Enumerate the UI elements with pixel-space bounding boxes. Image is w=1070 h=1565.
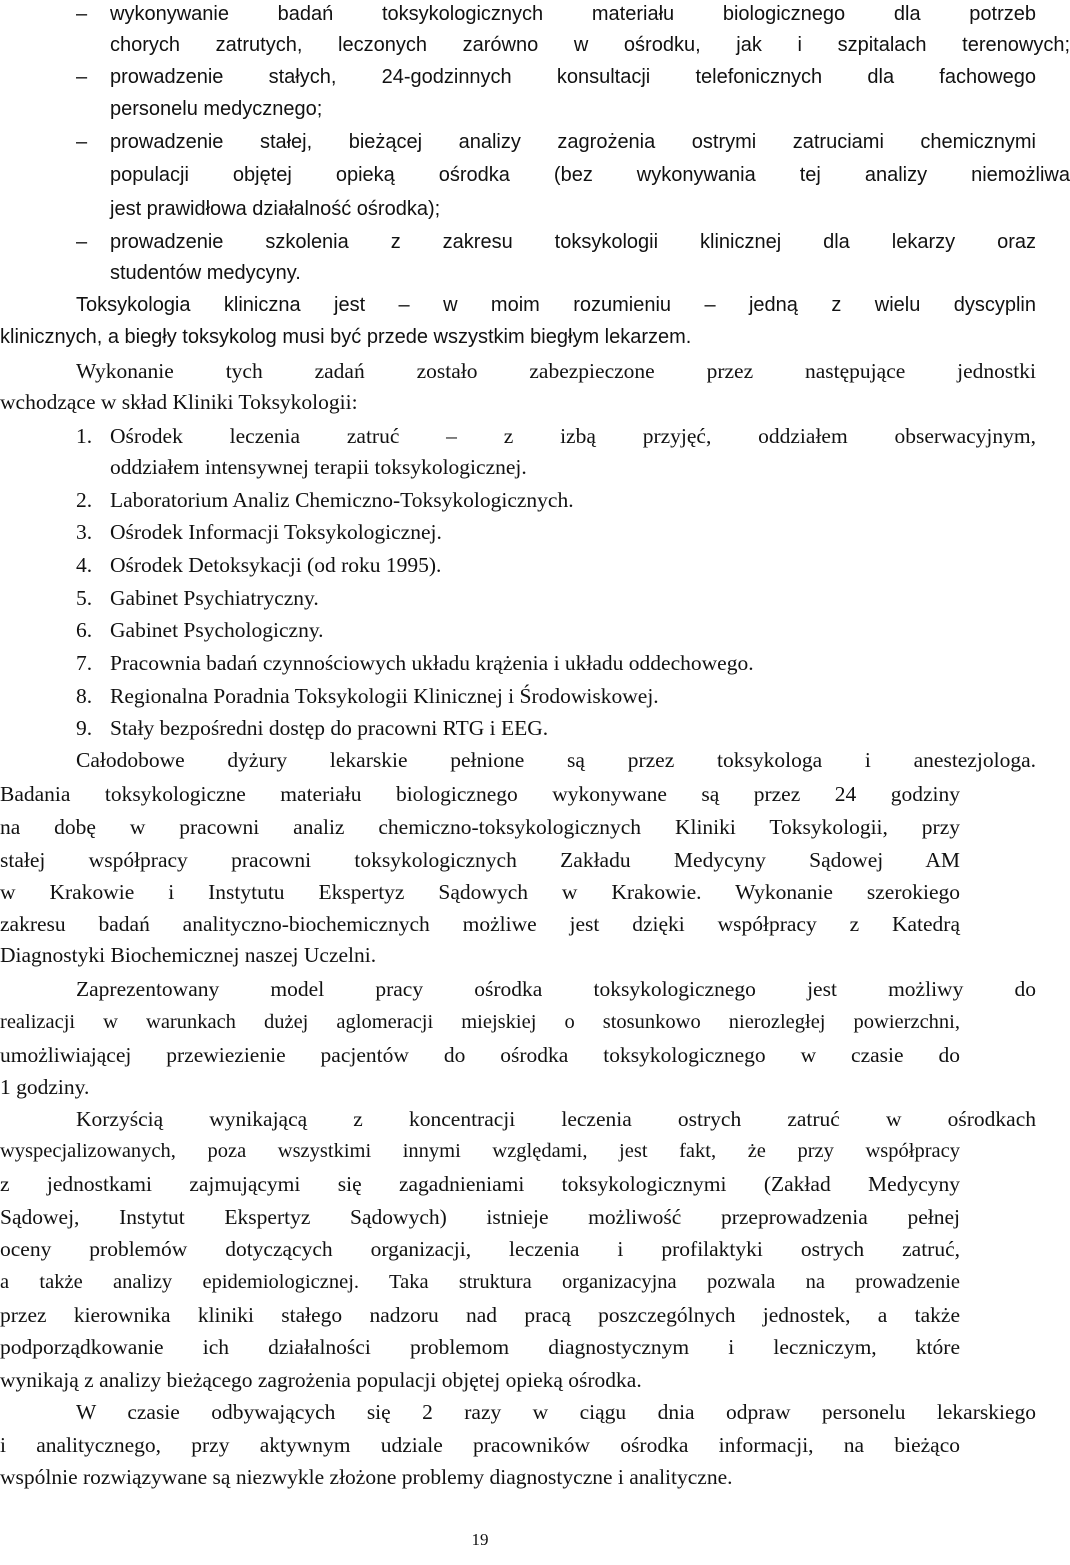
list-item: 8. Regionalna Poradnia Toksykologii Klinicznej i Środowiskowej. [0,681,1036,711]
list-item: 7. Pracownia badań czynnościowych układu krążenia i układu oddechowego. [0,648,1036,678]
document-page: – wykonywanie badań toksykologicznych materiału biologicznego dla potrzeb chorych zatrutych, leczonych zarówno w ośrodku, jak i szpitalach terenowych; – prowadzenie stałych, 24-godzinnych konsultacji telefonicznych dla fachowego personelu medycznego; – prowadzenie stałej, bieżącej analizy zagrożenia ostrymi zatruciami chemicznymi populacji objętej opieką ośrodka (bez wykonywania tej analizy niemożliwa jest prawidłowa działalność ośrodka); – prowadzenie szkolenia z zakresu toksykologii klinicznej dla lekarzy oraz studentów medycyny. Toksykologia kliniczna jest – w moim rozumieniu – jedną z wielu dyscyplin klinicznych, a biegły toksykolog musi być przede wszystkim biegłym lekarzem. Wykonanie tych zadań zostało zabezpieczone przez następujące jednostki wchodzące w skład Kliniki Toksykologii: 1. Ośrodek leczenia zatruć – z izbą przyjęć, oddziałem obserwacyjnym, oddziałem intensywnej terapii toksykologicznej. 2. Laboratorium Analiz Chemiczno-Toksykologicznych. 3. Ośrodek Informacji Toksykologicznej. 4. Ośrodek Detoksykacji (od roku 1995). 5. Gabinet Psychiatryczny. 6. Gabinet Psychologiczny. 7. Pracownia badań czynnościowych układu krążenia i układu oddechowego. 8. Regionalna Poradnia Toksykologii Klinicznej i Środowiskowej. 9. Stały bezpośredni dostęp do pracowni RTG i EEG. Całodobowe dyżury lekarskie pełnione są przez toksykologa i anestezjologa. Badania toksykologiczne materiału biologicznego wykonywane są przez 24 godziny na dobę w pracowni analiz chemiczno-toksykologicznych Kliniki Toksykologii, przy stałej współpracy pracowni toksykologicznych Zakładu Medycyny Sądowej AM w Krakowie i Instytutu Ekspertyz Sądowych w Krakowie. Wykonanie szerokiego zakresu badań analityczno-biochemicznych możliwe jest dzięki współpracy z Katedrą Diagnostyki Biochemicznej naszej Uczelni. Zaprezentowany model pracy ośrodka toksykologicznego jest możliwy do realizacji w warunkach dużej aglomeracji miejskiej o stosunkowo nierozległej powierzchni, umożliwiającej przewiezienie pacjentów do ośrodka toksykologicznego w czasie do 1 godziny. Korzyścią wynikającą z koncentracji leczenia ostrych zatruć w ośrodkach wyspecjalizowanych, poza wszystkimi innymi względami, jest fakt, że przy współpracy z jednostkami zajmującymi się zagadnieniami toksykologicznymi (Zakład Medycyny Sądowej, Instytut Ekspertyz Sądowych) istnieje możliwość przeprowadzenia pełnej oceny problemów dotyczących organizacji, leczenia i profilaktyki ostrych zatruć, a także analizy epidemiologicznej. Taka struktura organizacyjna pozwala na prowadzenie przez kierownika kliniki stałego nadzoru nad pracą poszczególnych jednostek, a także podporządkowanie ich działalności problemom diagnostycznym i leczniczym, które wynikają z analizy bieżącego zagrożenia populacji objętej opieką ośrodka. W czasie odbywających się 2 razy w ciągu dnia odpraw personelu lekarskiego i analitycznego, przy aktywnym udziale pracowników ośrodka informacji, na bieżąco wspólnie rozwiązywane są niezwykle złożone problemy diagnostyczne i analityczne. 19 [0,0,960,1565]
list-item: – wykonywanie badań toksykologicznych materiału biologicznego dla potrzeb [0,0,1036,29]
list-item-continuation: personelu medycznego; [110,98,323,120]
list-item: – prowadzenie stałych, 24-godzinnych konsultacji telefonicznych dla fachowego [0,62,1036,92]
dash-bullet: – [76,3,88,25]
list-number: 3. [76,520,93,544]
list-item: – prowadzenie szkolenia z zakresu toksykologii klinicznej dla lekarzy oraz [0,227,1036,257]
list-number: 8. [76,684,93,708]
page-number: 19 [471,1530,489,1549]
list-item: 3. Ośrodek Informacji Toksykologicznej. [0,517,1036,547]
list-number: 1. [76,424,93,448]
dash-bullet: – [76,231,88,253]
list-item-continuation: chorych zatrutych, leczonych zarówno w ośrodku, jak i szpitalach terenowych; [110,34,1070,56]
list-item: 4. Ośrodek Detoksykacji (od roku 1995). [0,550,1036,580]
list-number: 4. [76,553,93,577]
list-number: 5. [76,586,93,610]
list-item: 5. Gabinet Psychiatryczny. [0,583,1036,613]
list-number: 6. [76,618,93,642]
list-item: 6. Gabinet Psychologiczny. [0,615,1036,645]
list-item: 1. Ośrodek leczenia zatruć – z izbą przyjęć, oddziałem obserwacyjnym, [0,421,1036,451]
list-item-continuation: oddziałem intensywnej terapii toksykologicznej. [110,455,527,479]
list-item-continuation: studentów medycyny. [110,262,301,284]
list-item: – prowadzenie stałej, bieżącej analizy zagrożenia ostrymi zatruciami chemicznymi [0,127,1036,157]
dash-bullet: – [76,66,88,88]
list-number: 2. [76,488,93,512]
list-number: 7. [76,651,93,675]
list-item: 9. Stały bezpośredni dostęp do pracowni RTG i EEG. [0,713,1036,743]
list-item-continuation: populacji objętej opieką ośrodka (bez wykonywania tej analizy niemożliwa [110,164,1070,186]
list-item-continuation: jest prawidłowa działalność ośrodka); [110,198,441,220]
list-item: 2. Laboratorium Analiz Chemiczno-Toksykologicznych. [0,485,1036,515]
list-number: 9. [76,716,93,740]
dash-bullet: – [76,131,88,153]
